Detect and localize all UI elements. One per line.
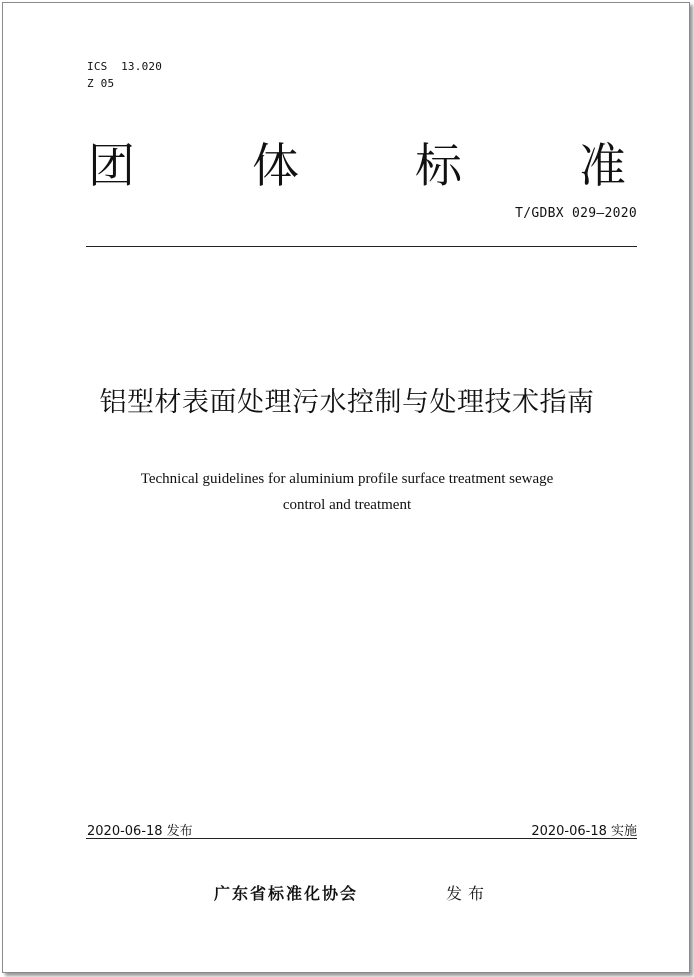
issue-date: 2020-06-18 发布 — [87, 824, 193, 839]
classification-codes — [87, 58, 162, 92]
document-title-english — [0, 466, 694, 518]
english-title-line-2: control and treatment — [282, 497, 412, 513]
standard-type-heading — [86, 137, 634, 197]
standard-type-char-3: 标 — [415, 139, 462, 194]
top-divider — [86, 246, 637, 247]
bottom-divider — [86, 838, 637, 839]
publish-label: 发布 — [446, 884, 491, 903]
standard-type-char-4: 准 — [579, 139, 626, 194]
ics-code: ICS 13.020 — [87, 60, 163, 73]
standard-type-char-1: 团 — [88, 139, 135, 194]
standard-number: T/GDBX 029—2020 — [515, 206, 637, 221]
ccs-code: Z 05 — [87, 77, 115, 90]
implementation-date: 2020-06-18 实施 — [531, 824, 637, 839]
standard-type-char-2: 体 — [252, 139, 299, 194]
document-title-chinese: 铝型材表面处理污水控制与处理技术指南 — [99, 387, 595, 418]
publisher-name: 广东省标准化协会 — [214, 884, 359, 903]
english-title-line-1: Technical guidelines for aluminium profile surface treatment sewage — [140, 471, 554, 487]
